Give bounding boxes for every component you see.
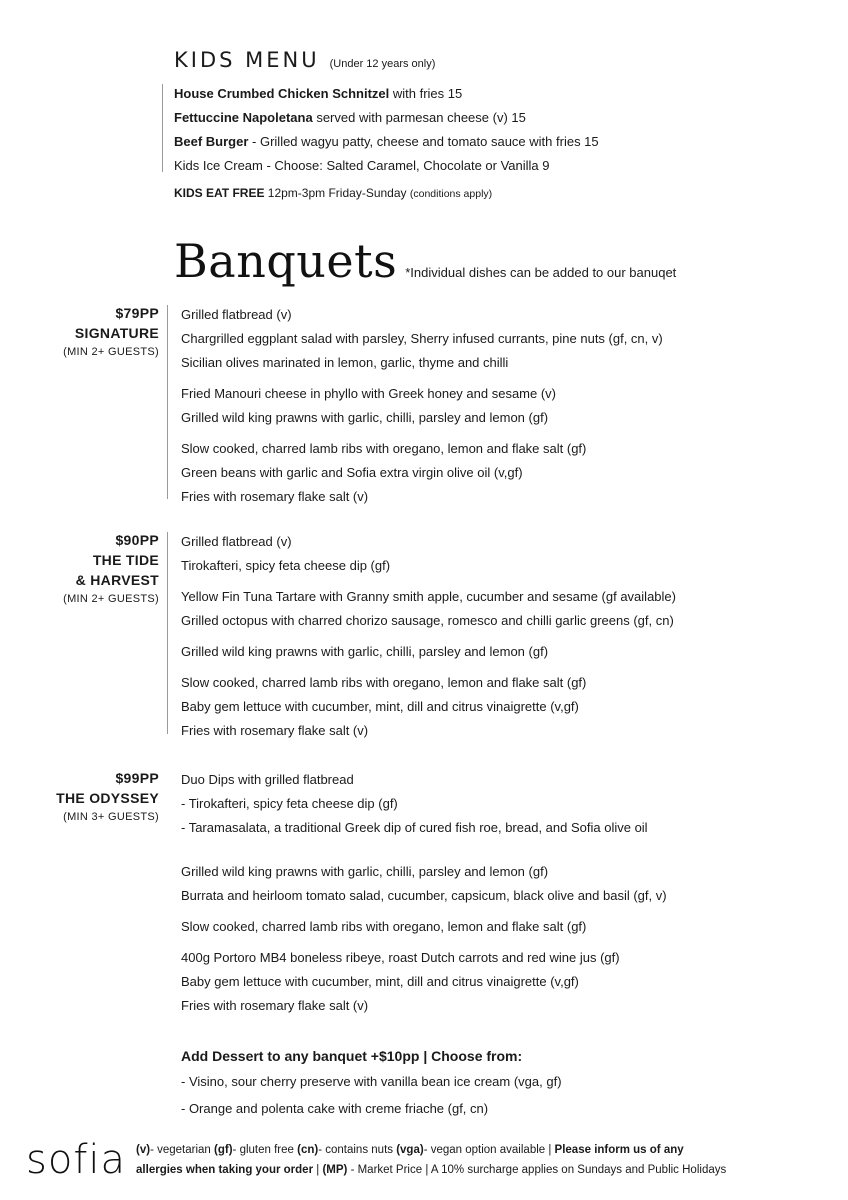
menu-item: Slow cooked, charred lamb ribs with oregano, lemon and flake salt (gf): [181, 675, 587, 690]
banquet-min-guests: (MIN 3+ GUESTS): [63, 811, 159, 823]
course-group: [181, 946, 821, 1018]
banquet-label: [63, 303, 159, 361]
course-group: [181, 768, 821, 840]
menu-item: Baby gem lettuce with cucumber, mint, dill and citrus vinaigrette (v,gf): [181, 699, 579, 714]
course-group: [181, 915, 821, 939]
kids-item: Fettuccine Napoletana served with parmesan cheese (v) 15: [174, 110, 526, 125]
course-group: [181, 585, 821, 633]
kids-item: House Crumbed Chicken Schnitzel with fries 15: [174, 86, 463, 101]
banquet-label: [63, 530, 159, 608]
course-group: [181, 437, 821, 509]
menu-item: Grilled octopus with charred chorizo sausage, romesco and chilli garlic greens (gf, cn): [181, 613, 674, 628]
menu-item: - Taramasalata, a traditional Greek dip of cured fish roe, bread, and Sofia olive oil: [181, 820, 648, 835]
course-group: [181, 671, 821, 743]
kids-menu-subtitle: (Under 12 years only): [329, 58, 436, 70]
banquet-name: & HARVEST: [75, 572, 159, 588]
menu-item: Grilled wild king prawns with garlic, chilli, parsley and lemon (gf): [181, 410, 549, 425]
course-group: [181, 303, 821, 375]
menu-item: - Tirokafteri, spicy feta cheese dip (gf): [181, 796, 398, 811]
menu-item: Grilled flatbread (v): [181, 534, 292, 549]
menu-item: Sicilian olives marinated in lemon, garlic, thyme and chilli: [181, 355, 509, 370]
sofia-logo: sofia: [26, 1137, 127, 1183]
footer: [26, 1138, 826, 1182]
menu-item: Duo Dips with grilled flatbread: [181, 772, 354, 787]
course-group: [181, 640, 821, 664]
banquet-divider: [167, 305, 168, 499]
menu-item: Fries with rosemary flake salt (v): [181, 489, 369, 504]
menu-item: Green beans with garlic and Sofia extra virgin olive oil (v,gf): [181, 465, 523, 480]
menu-item: Grilled flatbread (v): [181, 307, 292, 322]
legend-line: (v)- vegetarian (gf)- gluten free (cn)- contains nuts (vga)- vegan option available | Please inform us of any: [136, 1144, 684, 1156]
banquet-label: [56, 768, 159, 826]
kids-item: Kids Ice Cream - Choose: Salted Caramel, Chocolate or Vanilla 9: [174, 158, 550, 173]
legend-line: allergies when taking your order | (MP) - Market Price | A 10% surcharge applies on Sundays and Public Holidays: [136, 1164, 727, 1176]
banquet-items: [181, 530, 821, 750]
menu-item: Fried Manouri cheese in phyllo with Greek honey and sesame (v): [181, 386, 557, 401]
kids-menu-items: [174, 82, 814, 178]
banquet-price: $90PP: [115, 532, 159, 548]
banquet-divider: [167, 532, 168, 734]
banquets-header: [174, 234, 676, 288]
kids-menu: [174, 48, 814, 200]
menu-item: Tirokafteri, spicy feta cheese dip (gf): [181, 558, 391, 573]
course-group: [181, 530, 821, 578]
banquet-min-guests: (MIN 2+ GUESTS): [63, 346, 159, 358]
menu-item: Burrata and heirloom tomato salad, cucumber, capsicum, black olive and basil (gf, v): [181, 888, 667, 903]
menu-item: Grilled wild king prawns with garlic, chilli, parsley and lemon (gf): [181, 864, 549, 879]
banquet-name: THE TIDE: [92, 552, 159, 568]
menu-item: Slow cooked, charred lamb ribs with oregano, lemon and flake salt (gf): [181, 441, 587, 456]
dessert-item: - Orange and polenta cake with creme friache (gf, cn): [181, 1101, 489, 1116]
course-group: [181, 382, 821, 430]
dietary-legend: [136, 1140, 726, 1180]
menu-item: Fries with rosemary flake salt (v): [181, 998, 369, 1013]
banquet-price: $79PP: [115, 305, 159, 321]
menu-item: Grilled wild king prawns with garlic, chilli, parsley and lemon (gf): [181, 644, 549, 659]
menu-item: Chargrilled eggplant salad with parsley, Sherry infused currants, pine nuts (gf, cn, v): [181, 331, 663, 346]
menu-item: Slow cooked, charred lamb ribs with oregano, lemon and flake salt (gf): [181, 919, 587, 934]
kids-menu-header: [174, 48, 814, 76]
kids-eat-free: KIDS EAT FREE 12pm-3pm Friday-Sunday (conditions apply): [174, 186, 493, 200]
menu-item: Baby gem lettuce with cucumber, mint, dill and citrus vinaigrette (v,gf): [181, 974, 579, 989]
kids-divider: [162, 84, 163, 172]
course-group: [181, 860, 821, 908]
kids-item: Beef Burger - Grilled wagyu patty, cheese and tomato sauce with fries 15: [174, 134, 599, 149]
dessert-item: - Visino, sour cherry preserve with vanilla bean ice cream (vga, gf): [181, 1074, 562, 1089]
banquet-items: [181, 768, 821, 1025]
banquets-title: Banquets: [174, 234, 398, 288]
menu-item: Yellow Fin Tuna Tartare with Granny smith apple, cucumber and sesame (gf available): [181, 589, 676, 604]
banquet-price: $99PP: [115, 770, 159, 786]
dessert-addon: [181, 1044, 821, 1122]
menu-item: 400g Portoro MB4 boneless ribeye, roast Dutch carrots and red wine jus (gf): [181, 950, 620, 965]
dessert-title: Add Dessert to any banquet +$10pp | Choose from:: [181, 1048, 523, 1064]
banquet-min-guests: (MIN 2+ GUESTS): [63, 593, 159, 605]
menu-item: Fries with rosemary flake salt (v): [181, 723, 369, 738]
kids-menu-title: KIDS MENU: [174, 48, 320, 72]
banquet-items: [181, 303, 821, 516]
banquet-name: SIGNATURE: [74, 325, 159, 341]
banquets-note: *Individual dishes can be added to our banuqet: [405, 265, 677, 280]
banquet-name: THE ODYSSEY: [56, 790, 159, 806]
